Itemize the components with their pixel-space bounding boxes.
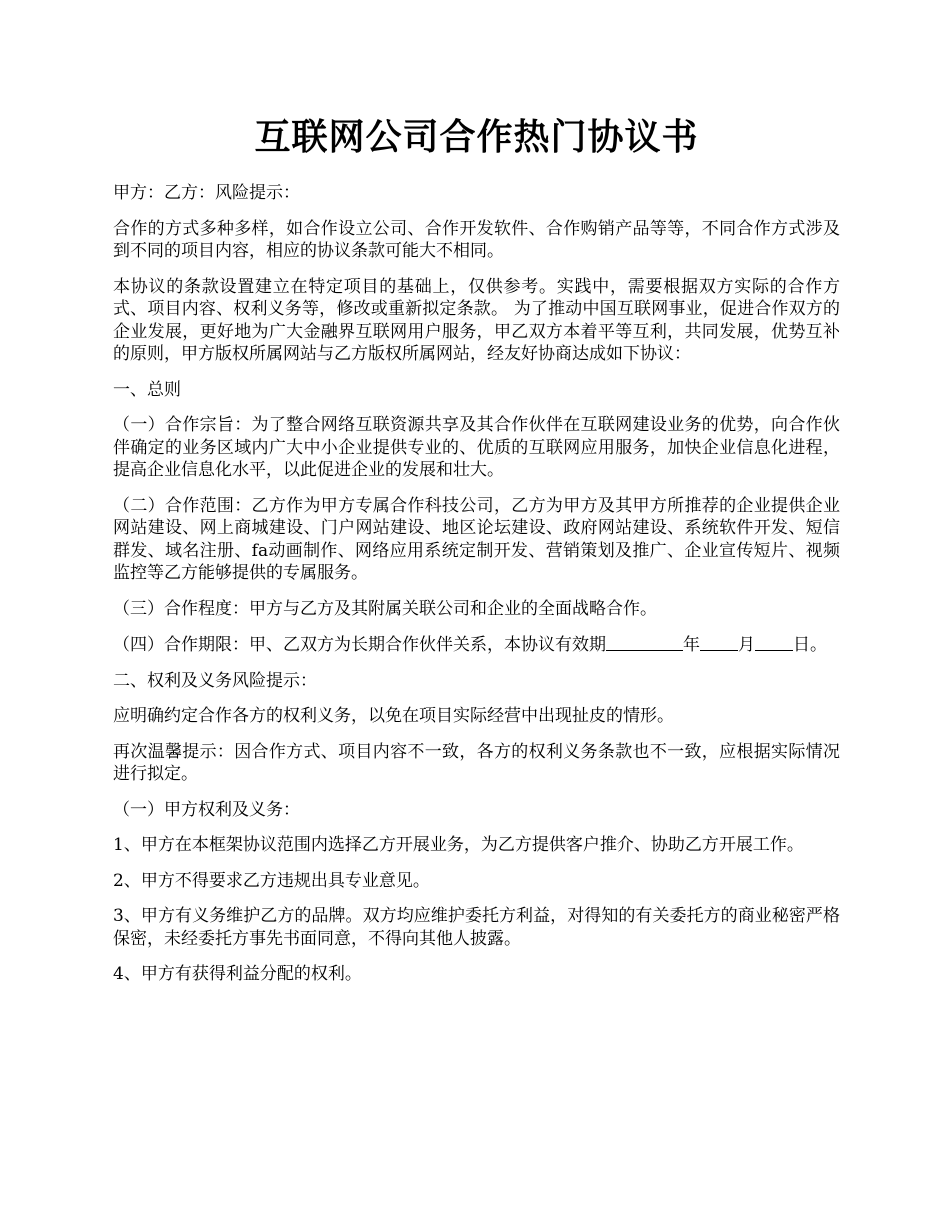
clause-purpose: （一）合作宗旨：为了整合网络互联资源共享及其合作伙伴在互联网建设业务的优势，向合作伙伴确定的业务区域内广大中小企业提供专业的、优质的互联网应用服务，加快企业信息化进程，提高企业信息化水平，以此促进企业的发展和壮大。 [113, 415, 840, 480]
clause-degree: （三）合作程度：甲方与乙方及其附属关联公司和企业的全面战略合作。 [113, 598, 657, 619]
rights-note: 应明确约定合作各方的权利义务，以免在项目实际经营中出现扯皮的情形。 [113, 706, 674, 726]
party-a-item-1: 1、甲方在本框架协议范围内选择乙方开展业务，为乙方提供客户推介、协助乙方开展工作。 [113, 835, 804, 855]
document-page [113, 0, 840, 999]
term-day-label: 日。 [793, 635, 827, 655]
party-a-item-2: 2、甲方不得要求乙方违规出具专业意见。 [113, 870, 430, 891]
parties-line: 甲方：乙方：风险提示： [113, 183, 300, 203]
subheading-party-a: （一）甲方权利及义务： [113, 799, 300, 820]
reminder-paragraph: 再次温馨提示：因合作方式、项目内容不一致，各方的权利义务条款也不一致，应根据实际情况进行拟定。 [113, 741, 840, 784]
section-heading-general: 一、总则 [113, 379, 181, 400]
clause-term [113, 633, 840, 657]
document-body [113, 182, 840, 986]
clause-scope: （二）合作范围：乙方作为甲方专属合作科技公司，乙方为甲方及其甲方所推荐的企业提供企业网站建设、网上商城建设、门户网站建设、地区论坛建设、政府网站建设、系统软件开发、短信群发、域名注册、fa动画制作、网络应用系统定制开发、营销策划及推广、企业宣传短片、视频监控等乙方能够提供的专属服务。 [113, 495, 840, 583]
term-day-blank [755, 633, 793, 651]
party-a-item-3: 3、甲方有义务维护乙方的品牌。双方均应维护委托方利益，对得知的有关委托方的商业秘密严格保密，未经委托方事先书面同意，不得向其他人披露。 [113, 906, 840, 949]
preamble-paragraph: 本协议的条款设置建立在特定项目的基础上，仅供参考。实践中，需要根据双方实际的合作方式、项目内容、权利义务等，修改或重新拟定条款。 为了推动中国互联网事业，促进合作双方的企业发展，更好地为广大金融界互联网用户服务，甲乙双方本着平等互利，共同发展，优势互补的原则，甲方版权所属网站与乙方版权所属网站，经友好协商达成如下协议： [113, 276, 840, 364]
term-month-label: 月 [738, 635, 755, 655]
party-a-item-4: 4、甲方有获得利益分配的权利。 [113, 964, 362, 984]
term-prefix: （四）合作期限：甲、乙双方为长期合作伙伴关系，本协议有效期 [113, 635, 606, 655]
term-year-blank [606, 633, 683, 651]
section-heading-rights: 二、权利及义务风险提示： [113, 670, 317, 691]
term-year-label: 年 [683, 635, 700, 655]
document-title: 互联网公司合作热门协议书 [254, 116, 699, 158]
risk-note-paragraph: 合作的方式多种多样，如合作设立公司、合作开发软件、合作购销产品等等，不同合作方式涉及到不同的项目内容，相应的协议条款可能大不相同。 [113, 218, 840, 261]
term-month-blank [700, 633, 738, 651]
